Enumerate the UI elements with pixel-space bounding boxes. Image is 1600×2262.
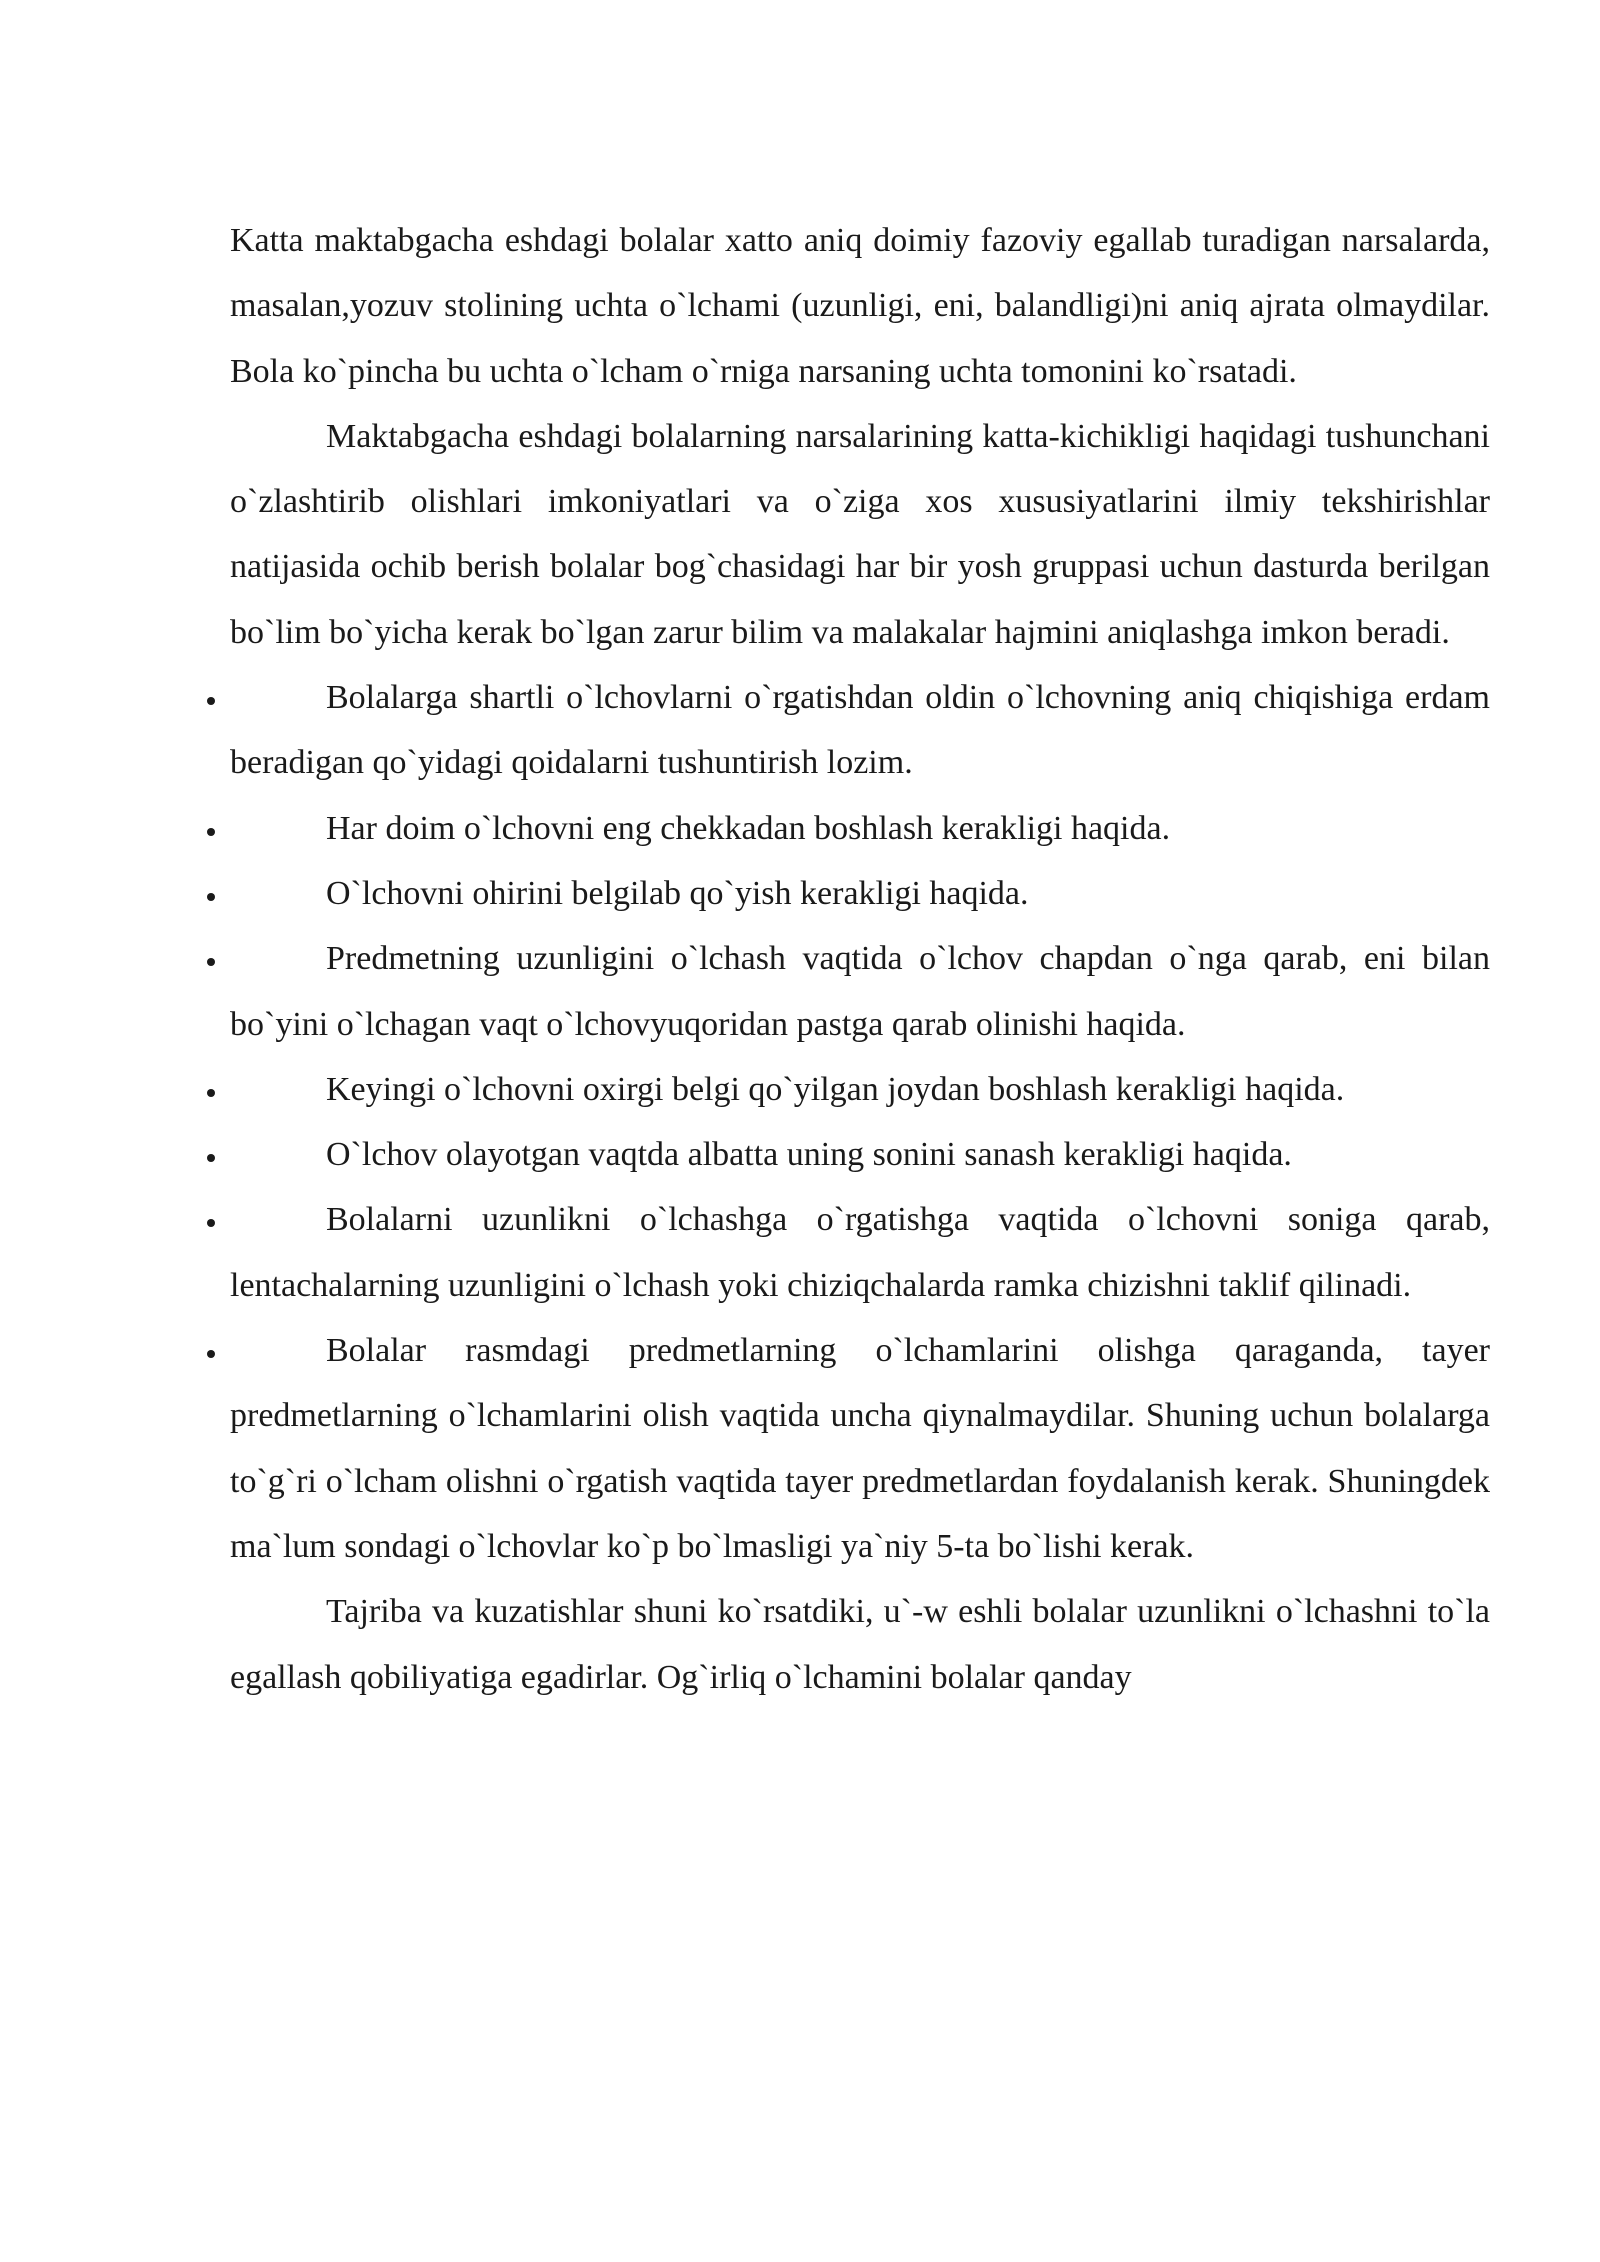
bullet-item bbox=[230, 1187, 1490, 1318]
bullet-item bbox=[230, 1057, 1490, 1122]
bullet-item-text: Bolalarga shartli o`lchovlarni o`rgatishdan oldin o`lchovning aniq chiqishiga erdam beradigan qo`yidagi qoidalarni tushuntirish lozim. bbox=[230, 679, 1490, 782]
bullet-item bbox=[230, 796, 1490, 861]
paragraph: Maktabgacha eshdagi bolalarning narsalarining katta-kichikligi haqidagi tushunchani o`zlashtirib olishlari imkoniyatlari va o`ziga xos xususiyatlarini ilmiy tekshirishlar natijasida ochib berish bolalar bog`chasidagi har bir yosh gruppasi uchun dasturda berilgan bo`lim bo`yicha kerak bo`lgan zarur bilim va malakalar hajmini aniqlashga imkon beradi. bbox=[230, 417, 1490, 651]
bullet-item-text: Har doim o`lchovni eng chekkadan boshlash kerakligi haqida. bbox=[326, 809, 1171, 847]
bullet-item bbox=[230, 665, 1490, 796]
bullet-item-text: Predmetning uzunligini o`lchash vaqtida o`lchov chapdan o`nga qarab, eni bilan bo`yini o`lchagan vaqt o`lchovyuqoridan pastga qarab olinishi haqida. bbox=[230, 940, 1490, 1043]
paragraph: Katta maktabgacha eshdagi bolalar xatto aniq doimiy fazoviy egallab turadigan narsalarda, masalan,yozuv stolining uchta o`lchami (uzunligi, eni, balandligi)ni aniq ajrata olmaydilar. Bola ko`pincha bu uchta o`lcham o`rniga narsaning uchta tomonini ko`rsatadi. bbox=[230, 222, 1490, 390]
paragraph: Tajriba va kuzatishlar shuni ko`rsatdiki, u`-w eshli bolalar uzunlikni o`lchashni to`la egallash qobiliyatiga egadirlar. Og`irliq o`lchamini bolalar qanday bbox=[230, 1593, 1490, 1696]
bullet-item bbox=[230, 1122, 1490, 1187]
bullet-item-text: O`lchovni ohirini belgilab qo`yish kerakligi haqida. bbox=[326, 874, 1029, 912]
bullet-item bbox=[230, 1318, 1490, 1579]
bullet-item-text: Bolalarni uzunlikni o`lchashga o`rgatishga vaqtida o`lchovni soniga qarab, lentachalarning uzunligini o`lchash yoki chiziqchalarda ramka chizishni taklif qilinadi. bbox=[230, 1201, 1490, 1304]
document-body bbox=[230, 208, 1490, 1710]
bullet-item-text: Keyingi o`lchovni oxirgi belgi qo`yilgan joydan boshlash kerakligi haqida. bbox=[326, 1070, 1345, 1108]
bullet-item-text: Bolalar rasmdagi predmetlarning o`lchamlarini olishga qaraganda, tayer predmetlarning o`lchamlarini olish vaqtida uncha qiynalmaydilar. Shuning uchun bolalarga to`g`ri o`lcham olishni o`rgatish vaqtida tayer predmetlardan foydalanish kerak. Shuningdek ma`lum sondagi o`lchovlar ko`p bo`lmasligi ya`niy 5-ta bo`lishi kerak. bbox=[230, 1332, 1490, 1565]
bullet-item bbox=[230, 861, 1490, 926]
bullet-item-text: O`lchov olayotgan vaqtda albatta uning sonini sanash kerakligi haqida. bbox=[326, 1136, 1292, 1174]
bullet-item bbox=[230, 926, 1490, 1057]
